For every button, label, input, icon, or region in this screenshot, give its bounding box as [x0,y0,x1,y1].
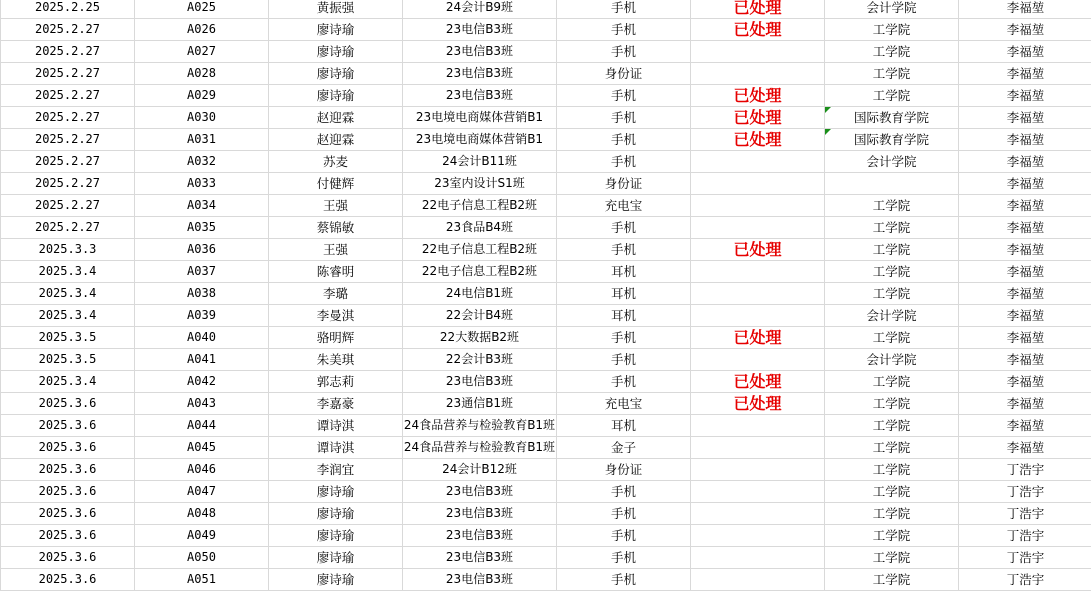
class-cell[interactable]: 23电境电商媒体营销B1 [403,107,557,129]
item-cell[interactable]: 手机 [557,129,691,151]
id-cell[interactable]: A037 [135,261,269,283]
class-cell[interactable]: 23室内设计S1班 [403,173,557,195]
handler-cell[interactable]: 李福堃 [959,195,1091,217]
class-cell[interactable]: 23电信B3班 [403,41,557,63]
table-row [1,371,1091,393]
handler-cell[interactable]: 李福堃 [959,19,1091,41]
date-cell[interactable]: 2025.3.6 [1,393,135,415]
name-cell[interactable]: 谭诗淇 [269,437,403,459]
status-cell[interactable] [691,217,825,239]
id-cell[interactable]: A033 [135,173,269,195]
item-cell[interactable]: 耳机 [557,415,691,437]
handler-cell[interactable]: 李福堃 [959,283,1091,305]
date-cell[interactable]: 2025.2.27 [1,19,135,41]
id-cell[interactable]: A026 [135,19,269,41]
item-cell[interactable]: 耳机 [557,305,691,327]
date-cell[interactable]: 2025.2.27 [1,41,135,63]
college-cell[interactable]: 工学院 [825,371,959,393]
name-cell[interactable]: 李润宜 [269,459,403,481]
class-cell[interactable]: 24电信B1班 [403,283,557,305]
class-cell[interactable]: 23电信B3班 [403,19,557,41]
name-cell[interactable]: 郭志莉 [269,371,403,393]
date-cell[interactable]: 2025.2.27 [1,85,135,107]
status-cell[interactable] [691,305,825,327]
item-cell[interactable]: 金子 [557,437,691,459]
name-cell[interactable]: 陈睿明 [269,261,403,283]
name-cell[interactable]: 付健辉 [269,173,403,195]
handler-cell[interactable]: 李福堃 [959,63,1091,85]
class-cell[interactable]: 24食品营养与检验教育B1班 [403,437,557,459]
id-cell[interactable]: A035 [135,217,269,239]
class-cell[interactable]: 23通信B1班 [403,393,557,415]
status-cell[interactable] [691,525,825,547]
class-cell[interactable]: 23电信B3班 [403,525,557,547]
table-row [1,195,1091,217]
status-cell[interactable]: 已处理 [691,107,825,129]
id-cell[interactable]: A031 [135,129,269,151]
date-cell[interactable]: 2025.3.6 [1,459,135,481]
date-cell[interactable]: 2025.3.3 [1,239,135,261]
table-row [1,547,1091,569]
date-cell[interactable]: 2025.2.27 [1,195,135,217]
item-cell[interactable]: 身份证 [557,63,691,85]
handler-cell[interactable]: 李福堃 [959,349,1091,371]
item-cell[interactable]: 手机 [557,41,691,63]
id-cell[interactable]: A038 [135,283,269,305]
handler-cell[interactable]: 丁浩宇 [959,547,1091,569]
date-cell[interactable]: 2025.2.27 [1,129,135,151]
handler-cell[interactable]: 李福堃 [959,393,1091,415]
table-row [1,481,1091,503]
status-cell[interactable] [691,41,825,63]
table-row [1,437,1091,459]
item-cell[interactable]: 手机 [557,547,691,569]
id-cell[interactable]: A048 [135,503,269,525]
handler-cell[interactable]: 李福堃 [959,107,1091,129]
class-cell[interactable]: 24会计B9班 [403,0,557,19]
class-cell[interactable]: 23电信B3班 [403,547,557,569]
id-cell[interactable]: A046 [135,459,269,481]
handler-cell[interactable]: 丁浩宇 [959,481,1091,503]
id-cell[interactable]: A034 [135,195,269,217]
status-cell[interactable] [691,283,825,305]
status-cell[interactable]: 已处理 [691,19,825,41]
class-cell[interactable]: 24会计B11班 [403,151,557,173]
table-row [1,327,1091,349]
college-cell[interactable]: 工学院 [825,19,959,41]
handler-cell[interactable]: 李福堃 [959,0,1091,19]
handler-cell[interactable]: 李福堃 [959,129,1091,151]
handler-cell[interactable]: 丁浩宇 [959,569,1091,591]
item-cell[interactable]: 手机 [557,569,691,591]
table-row [1,107,1091,129]
status-cell[interactable] [691,415,825,437]
handler-cell[interactable]: 李福堃 [959,437,1091,459]
college-cell[interactable]: 工学院 [825,437,959,459]
id-cell[interactable]: A025 [135,0,269,19]
status-cell[interactable] [691,437,825,459]
note-indicator-icon [825,129,831,135]
id-cell[interactable]: A042 [135,371,269,393]
date-cell[interactable]: 2025.2.27 [1,217,135,239]
college-cell[interactable]: 国际教育学院 [825,107,959,129]
id-cell[interactable]: A047 [135,481,269,503]
date-cell[interactable]: 2025.2.27 [1,63,135,85]
id-cell[interactable]: A050 [135,547,269,569]
id-cell[interactable]: A044 [135,415,269,437]
table-row [1,261,1091,283]
date-cell[interactable]: 2025.3.6 [1,415,135,437]
college-cell[interactable]: 工学院 [825,525,959,547]
name-cell[interactable]: 廖诗瑜 [269,547,403,569]
item-cell[interactable]: 手机 [557,151,691,173]
table-row [1,19,1091,41]
item-cell[interactable]: 手机 [557,0,691,19]
class-cell[interactable]: 22会计B4班 [403,305,557,327]
note-indicator-icon [825,107,831,113]
table-row [1,305,1091,327]
name-cell[interactable]: 廖诗瑜 [269,569,403,591]
id-cell[interactable]: A029 [135,85,269,107]
date-cell[interactable]: 2025.3.4 [1,305,135,327]
item-cell[interactable]: 手机 [557,217,691,239]
college-cell[interactable]: 会计学院 [825,0,959,19]
item-cell[interactable]: 手机 [557,107,691,129]
status-cell[interactable] [691,349,825,371]
item-cell[interactable]: 手机 [557,327,691,349]
name-cell[interactable]: 李曼淇 [269,305,403,327]
table-row [1,85,1091,107]
date-cell[interactable]: 2025.2.27 [1,173,135,195]
date-cell[interactable]: 2025.3.5 [1,349,135,371]
item-cell[interactable]: 手机 [557,371,691,393]
table-row [1,0,1091,19]
name-cell[interactable]: 李嘉豪 [269,393,403,415]
class-cell[interactable]: 23电信B3班 [403,371,557,393]
status-cell[interactable] [691,459,825,481]
class-cell[interactable]: 22大数据B2班 [403,327,557,349]
status-cell[interactable]: 已处理 [691,0,825,19]
date-cell[interactable]: 2025.3.6 [1,481,135,503]
status-cell[interactable] [691,173,825,195]
table-row [1,41,1091,63]
college-cell[interactable] [825,173,959,195]
handler-cell[interactable]: 李福堃 [959,261,1091,283]
college-cell[interactable]: 工学院 [825,63,959,85]
table-row [1,239,1091,261]
item-cell[interactable]: 手机 [557,503,691,525]
name-cell[interactable]: 王强 [269,195,403,217]
college-cell[interactable]: 工学院 [825,261,959,283]
name-cell[interactable]: 蔡锦敏 [269,217,403,239]
item-cell[interactable]: 手机 [557,85,691,107]
status-cell[interactable]: 已处理 [691,129,825,151]
name-cell[interactable]: 赵迎霖 [269,107,403,129]
name-cell[interactable]: 廖诗瑜 [269,19,403,41]
status-cell[interactable] [691,569,825,591]
date-cell[interactable]: 2025.3.6 [1,437,135,459]
item-cell[interactable]: 耳机 [557,261,691,283]
id-cell[interactable]: A030 [135,107,269,129]
status-cell[interactable] [691,547,825,569]
handler-cell[interactable]: 丁浩宇 [959,459,1091,481]
date-cell[interactable]: 2025.2.27 [1,151,135,173]
table-row [1,129,1091,151]
item-cell[interactable]: 耳机 [557,283,691,305]
college-cell[interactable]: 国际教育学院 [825,129,959,151]
handler-cell[interactable]: 李福堃 [959,371,1091,393]
date-cell[interactable]: 2025.3.4 [1,261,135,283]
class-cell[interactable]: 22电子信息工程B2班 [403,195,557,217]
date-cell[interactable]: 2025.3.4 [1,371,135,393]
college-cell[interactable]: 工学院 [825,415,959,437]
handler-cell[interactable]: 李福堃 [959,85,1091,107]
name-cell[interactable]: 骆明辉 [269,327,403,349]
name-cell[interactable]: 赵迎霖 [269,129,403,151]
name-cell[interactable]: 廖诗瑜 [269,503,403,525]
item-cell[interactable]: 充电宝 [557,393,691,415]
table-row [1,151,1091,173]
handler-cell[interactable]: 李福堃 [959,327,1091,349]
college-cell[interactable]: 工学院 [825,239,959,261]
table-row [1,525,1091,547]
id-cell[interactable]: A039 [135,305,269,327]
class-cell[interactable]: 24食品营养与检验教育B1班 [403,415,557,437]
college-cell[interactable]: 工学院 [825,459,959,481]
college-cell[interactable]: 工学院 [825,481,959,503]
name-cell[interactable]: 谭诗淇 [269,415,403,437]
college-cell[interactable]: 工学院 [825,327,959,349]
item-cell[interactable]: 手机 [557,349,691,371]
item-cell[interactable]: 充电宝 [557,195,691,217]
status-cell[interactable] [691,261,825,283]
class-cell[interactable]: 23食品B4班 [403,217,557,239]
handler-cell[interactable]: 李福堃 [959,415,1091,437]
class-cell[interactable]: 23电信B3班 [403,569,557,591]
id-cell[interactable]: A040 [135,327,269,349]
college-cell[interactable]: 工学院 [825,195,959,217]
id-cell[interactable]: A032 [135,151,269,173]
id-cell[interactable]: A049 [135,525,269,547]
status-cell[interactable] [691,481,825,503]
name-cell[interactable]: 苏麦 [269,151,403,173]
name-cell[interactable]: 王强 [269,239,403,261]
item-cell[interactable]: 手机 [557,19,691,41]
status-cell[interactable]: 已处理 [691,85,825,107]
class-cell[interactable]: 23电境电商媒体营销B1 [403,129,557,151]
name-cell[interactable]: 廖诗瑜 [269,481,403,503]
class-cell[interactable]: 23电信B3班 [403,503,557,525]
status-cell[interactable] [691,195,825,217]
table-row [1,217,1091,239]
college-cell[interactable]: 工学院 [825,85,959,107]
table-row [1,349,1091,371]
handler-cell[interactable]: 李福堃 [959,41,1091,63]
status-cell[interactable] [691,151,825,173]
name-cell[interactable]: 廖诗瑜 [269,85,403,107]
name-cell[interactable]: 廖诗瑜 [269,63,403,85]
class-cell[interactable]: 24会计B12班 [403,459,557,481]
college-cell[interactable]: 工学院 [825,547,959,569]
date-cell[interactable]: 2025.3.5 [1,327,135,349]
table-row [1,283,1091,305]
table-row [1,63,1091,85]
id-cell[interactable]: A036 [135,239,269,261]
handler-cell[interactable]: 丁浩宇 [959,503,1091,525]
handler-cell[interactable]: 李福堃 [959,305,1091,327]
handler-cell[interactable]: 李福堃 [959,239,1091,261]
status-cell[interactable]: 已处理 [691,371,825,393]
id-cell[interactable]: A043 [135,393,269,415]
id-cell[interactable]: A045 [135,437,269,459]
handler-cell[interactable]: 李福堃 [959,217,1091,239]
item-cell[interactable]: 身份证 [557,173,691,195]
status-cell[interactable]: 已处理 [691,239,825,261]
college-cell[interactable]: 工学院 [825,393,959,415]
item-cell[interactable]: 手机 [557,525,691,547]
college-cell[interactable]: 工学院 [825,217,959,239]
class-cell[interactable]: 22电子信息工程B2班 [403,261,557,283]
item-cell[interactable]: 手机 [557,481,691,503]
name-cell[interactable]: 李璐 [269,283,403,305]
name-cell[interactable]: 黄振强 [269,0,403,19]
handler-cell[interactable]: 丁浩宇 [959,525,1091,547]
status-cell[interactable] [691,63,825,85]
status-cell[interactable] [691,503,825,525]
handler-cell[interactable]: 李福堃 [959,173,1091,195]
id-cell[interactable]: A028 [135,63,269,85]
handler-cell[interactable]: 李福堃 [959,151,1091,173]
item-cell[interactable]: 手机 [557,239,691,261]
class-cell[interactable]: 22会计B3班 [403,349,557,371]
id-cell[interactable]: A027 [135,41,269,63]
table-row [1,503,1091,525]
status-cell[interactable]: 已处理 [691,393,825,415]
date-cell[interactable]: 2025.3.6 [1,503,135,525]
table-row [1,393,1091,415]
college-cell[interactable]: 工学院 [825,503,959,525]
college-cell[interactable]: 会计学院 [825,151,959,173]
table-row [1,173,1091,195]
college-cell[interactable]: 会计学院 [825,349,959,371]
college-cell[interactable]: 工学院 [825,569,959,591]
table-row [1,415,1091,437]
id-cell[interactable]: A041 [135,349,269,371]
date-cell[interactable]: 2025.3.6 [1,547,135,569]
date-cell[interactable]: 2025.2.27 [1,107,135,129]
item-cell[interactable]: 身份证 [557,459,691,481]
class-cell[interactable]: 23电信B3班 [403,85,557,107]
college-cell[interactable]: 会计学院 [825,305,959,327]
class-cell[interactable]: 23电信B3班 [403,63,557,85]
table-row [1,459,1091,481]
id-cell[interactable]: A051 [135,569,269,591]
college-cell[interactable]: 工学院 [825,283,959,305]
date-cell[interactable]: 2025.3.4 [1,283,135,305]
class-cell[interactable]: 23电信B3班 [403,481,557,503]
date-cell[interactable]: 2025.3.6 [1,569,135,591]
name-cell[interactable]: 廖诗瑜 [269,525,403,547]
college-cell[interactable]: 工学院 [825,41,959,63]
class-cell[interactable]: 22电子信息工程B2班 [403,239,557,261]
date-cell[interactable]: 2025.3.6 [1,525,135,547]
status-cell[interactable]: 已处理 [691,327,825,349]
name-cell[interactable]: 廖诗瑜 [269,41,403,63]
table-row [1,569,1091,591]
name-cell[interactable]: 朱美琪 [269,349,403,371]
date-cell[interactable]: 2025.2.25 [1,0,135,19]
